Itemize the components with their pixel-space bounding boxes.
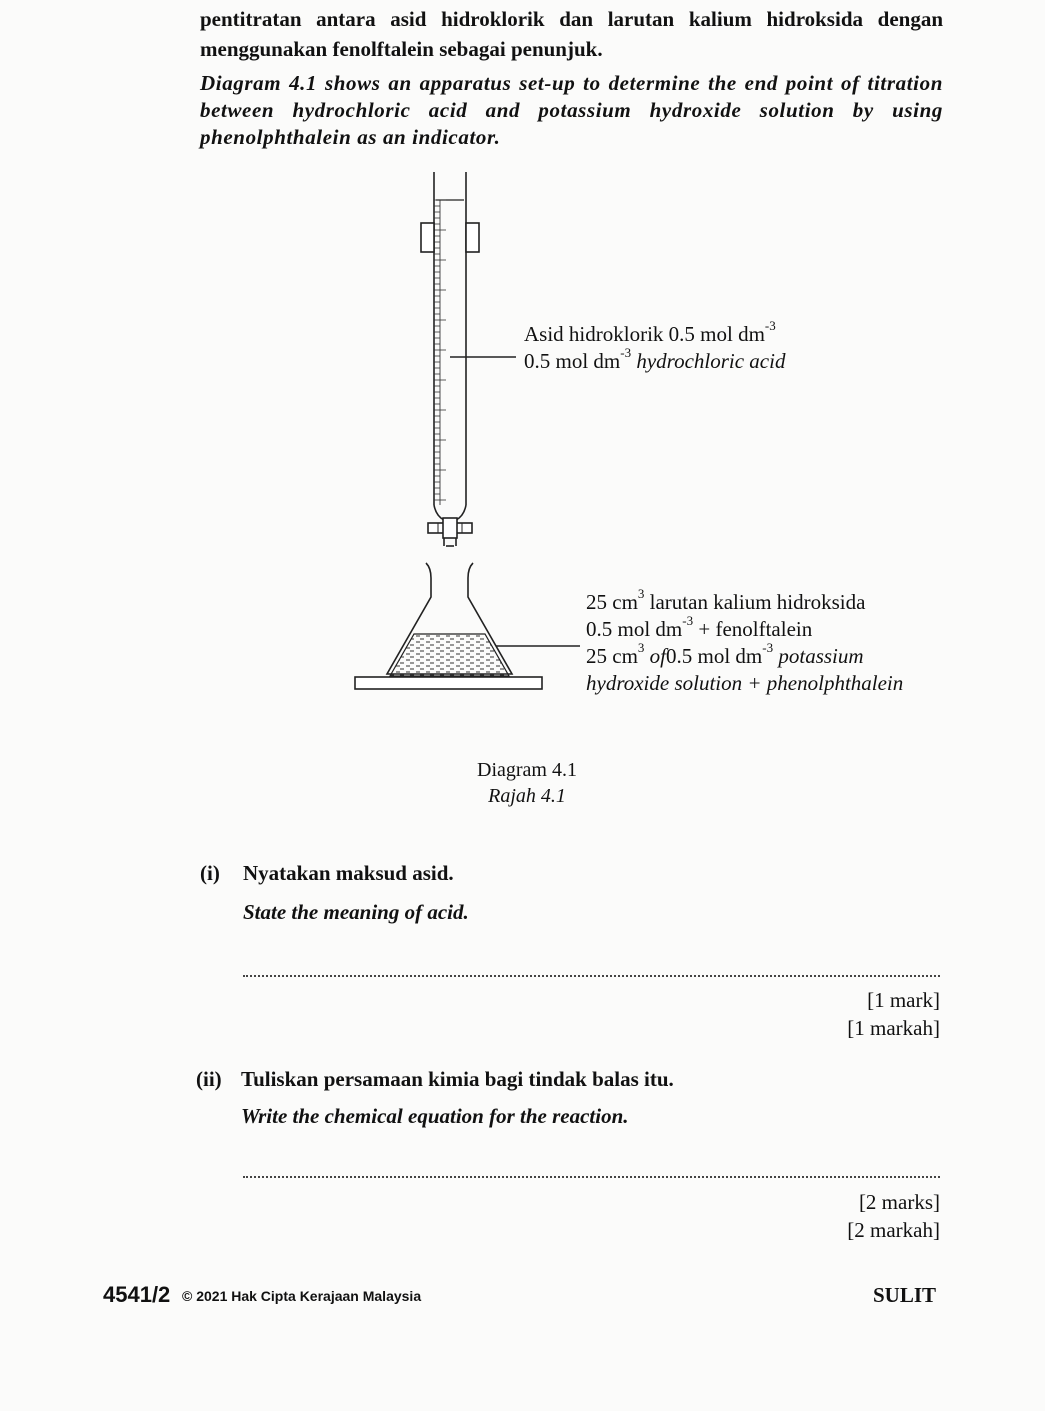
question-number: (i) bbox=[200, 861, 220, 885]
burette-clamp-left bbox=[421, 223, 434, 252]
answer-line[interactable] bbox=[243, 1176, 940, 1178]
question-number: (ii) bbox=[196, 1067, 222, 1091]
marks-english: [2 marks] bbox=[858, 1190, 940, 1214]
question-text-malay: Nyatakan maksud asid. bbox=[243, 861, 454, 885]
white-tile bbox=[355, 677, 542, 689]
classification-label: SULIT bbox=[873, 1283, 937, 1307]
conical-flask bbox=[387, 563, 512, 676]
flask-label-line1: 25 $cm^3$ larutan kalium hidroksida bbox=[586, 586, 866, 614]
question-text-malay: Tuliskan persamaan kimia bagi tindak balas itu. bbox=[241, 1067, 674, 1091]
question-text-english: State the meaning of acid. bbox=[243, 900, 469, 924]
intro-malay: pentitratan antara asid hidroklorik dan larutan kalium hidroksida dengan menggunakan fenolftalein sebagai penunjuk. bbox=[200, 7, 943, 61]
copyright-notice: © 2021 Hak Cipta Kerajaan Malaysia bbox=[182, 1288, 422, 1304]
question-text-english: Write the chemical equation for the reaction. bbox=[241, 1104, 629, 1128]
marks-english: [1 mark] bbox=[867, 988, 940, 1012]
flask-label-line4: hydroxide solution + phenolphthalein bbox=[586, 671, 904, 695]
diagram-caption: Diagram 4.1 bbox=[477, 759, 577, 781]
burette-label-malay: Asid hidroklorik 0.5 mol $dm^{-3}$ bbox=[524, 318, 776, 346]
marks-malay: [1 markah] bbox=[847, 1016, 940, 1040]
marks-malay: [2 markah] bbox=[847, 1218, 940, 1242]
burette-label-english: 0.5 mol $dm^{-3}$ hydrochloric acid bbox=[524, 345, 786, 373]
paper-code: 4541/2 bbox=[103, 1282, 171, 1307]
intro-english: Diagram 4.1 shows an apparatus set-up to determine the end point of titration between hydrochloric acid and potassium hydroxide solution by using phenolphthalein as an indicator. bbox=[200, 71, 943, 149]
burette-stopcock bbox=[428, 518, 472, 546]
answer-line[interactable] bbox=[243, 975, 940, 977]
burette-clamp-right bbox=[466, 223, 479, 252]
diagram-caption-translation: Rajah 4.1 bbox=[488, 785, 566, 807]
flask-label-line2: 0.5 mol $dm^{-3}$ + fenolftalein bbox=[586, 613, 813, 641]
flask-label-line3: 25 $cm^3$ of0.5 mol $dm^{-3}$ potassium bbox=[586, 640, 864, 668]
flask-solution bbox=[390, 634, 509, 676]
